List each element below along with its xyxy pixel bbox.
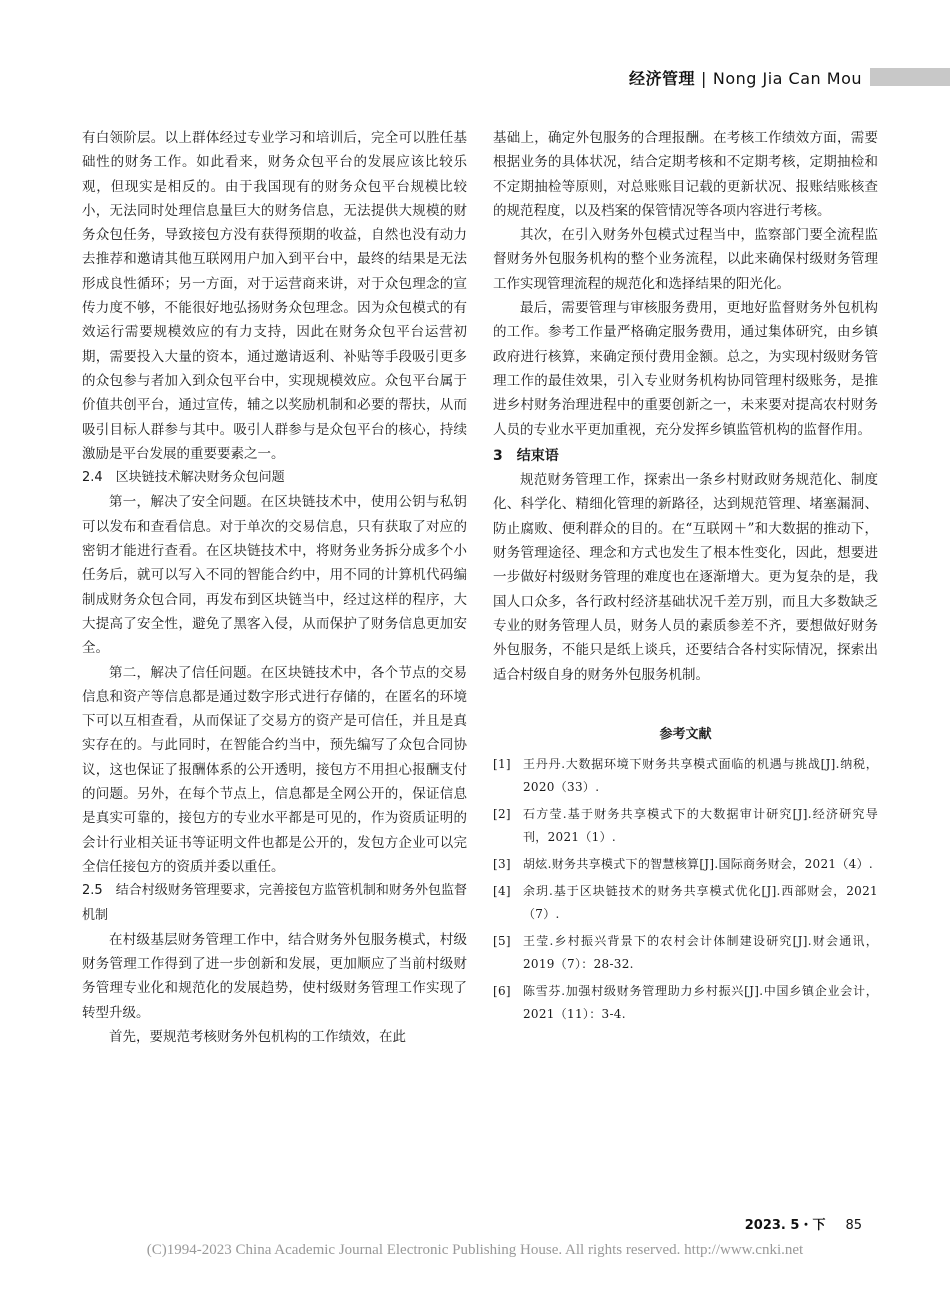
reference-item — [493, 853, 878, 876]
page-footer — [745, 1214, 862, 1233]
reference-text: 陈雪芬.加强村级财务管理助力乡村振兴[J].中国乡镇企业会计，2021（11）：3-4. — [523, 983, 878, 1021]
page-number: 85 — [845, 1218, 862, 1233]
reference-text: 余玥.基于区块链技术的财务共享模式优化[J].西部财会，2021（7）. — [523, 883, 878, 921]
references-list — [493, 753, 878, 1026]
right-column — [493, 126, 878, 1030]
reference-text: 王丹丹.大数据环境下财务共享模式面临的机遇与挑战[J].纳税，2020（33）. — [523, 756, 878, 794]
header-bar — [870, 68, 950, 86]
reference-number: [3] — [493, 856, 511, 871]
paragraph: 其次，在引入财务外包模式过程当中，监察部门要全流程监督财务外包服务机构的整个业务流程，以此来确保村级财务管理工作实现管理流程的规范化和选择结果的阳光化。 — [493, 227, 878, 292]
section-heading-2-4: 2.4 区块链技术解决财务众包问题 — [82, 470, 285, 486]
reference-item — [493, 880, 878, 926]
section-heading-3: 3 结束语 — [493, 447, 559, 464]
copyright-watermark: (C)1994-2023 China Academic Journal Electronic Publishing House. All rights reserved. http://www.cnki.net — [146, 1242, 804, 1258]
paragraph: 有白领阶层。以上群体经过专业学习和培训后，完全可以胜任基础性的财务工作。如此看来，财务众包平台的发展应该比较乐观，但现实是相反的。由于我国现有的财务众包平台规模比较小，无法同时处理信息量巨大的财务信息，无法提供大规模的财务众包任务，导致接包方没有获得预期的收益，自然也没有动力去推荐和邀请其他互联网用户加入到平台中，最终的结果是无法形成良性循环；另一方面，对于运营商来讲，对于众包理念的宣传力度不够，不能很好地弘扬财务众包理念。因为众包模式的有效运行需要规模效应的有力支持，因此在财务众包平台运营初期，需要投入大量的资本，通过邀请返利、补贴等手段吸引更多的众包参与者加入到众包平台中，实现规模效应。众包平台属于价值共创平台，通过宣传，辅之以奖励机制和必要的帮扶，从而吸引目标人群参与其中。吸引人群参与是众包平台的核心，持续激励是平台发展的重要要素之一。 — [82, 130, 467, 462]
journal-section-cn: 经济管理 — [628, 69, 695, 88]
reference-text: 石方莹.基于财务共享模式下的大数据审计研究[J].经济研究导刊，2021（1）. — [523, 806, 878, 844]
paragraph: 在村级基层财务管理工作中，结合财务外包服务模式，村级财务管理工作得到了进一步创新和发展，更加顺应了当前村级财务管理专业化和规范化的发展趋势，使村级财务管理工作实现了转型升级。 — [82, 931, 467, 1021]
reference-item — [493, 753, 878, 799]
reference-item — [493, 980, 878, 1026]
reference-number: [1] — [493, 756, 511, 771]
running-header — [0, 64, 950, 90]
reference-number: [4] — [493, 883, 511, 898]
reference-number: [5] — [493, 933, 511, 948]
section-heading-2-5: 2.5 结合村级财务管理要求，完善接包方监管机制和财务外包监督机制 — [82, 883, 467, 923]
paragraph: 最后，需要管理与审核服务费用，更地好监督财务外包机构的工作。参考工作量严格确定服务费用，通过集体研究，由乡镇政府进行核算，来确定预付费用金额。总之，为实现村级财务管理工作的最佳效果，引入专业财务机构协同管理村级账务，是推进乡村财务治理进程中的重要创新之一，未来要对提高农村财务人员的专业水平更加重视，充分发挥乡镇监管机构的监督作用。 — [493, 300, 878, 438]
paragraph: 第一，解决了安全问题。在区块链技术中，使用公钥与私钥可以发布和查看信息。对于单次的交易信息，只有获取了对应的密钥才能进行查看。在区块链技术中，将财务业务拆分成多个小任务后，就可以写入不同的智能合约中，用不同的计算机代码编制成财务众包合同，再发布到区块链当中，经过这样的程序，大大提高了安全性，避免了黑客入侵，从而保护了财务信息更加安全。 — [82, 494, 467, 657]
left-column — [82, 126, 467, 1049]
references-title: 参考文献 — [659, 726, 712, 742]
issue-date: 2023. 5・下 — [744, 1218, 826, 1233]
journal-title — [629, 66, 862, 89]
reference-text: 胡炫.财务共享模式下的智慧核算[J].国际商务财会，2021（4）. — [523, 856, 873, 871]
journal-name-en: Nong Jia Can Mou — [712, 69, 862, 88]
reference-number: [6] — [493, 983, 511, 998]
paragraph: 规范财务管理工作，探索出一条乡村财政财务规范化、制度化、科学化、精细化管理的新路径，达到规范管理、堵塞漏洞、防止腐败、便利群众的目的。在“互联网＋”和大数据的推动下，财务管理途径、理念和方式也发生了根本性变化，因此，想要进一步做好村级财务管理的难度也在逐渐增大。更为复杂的是，我国人口众多，各行政村经济基础状况千差万别，而且大多数缺乏专业的财务管理人员，财务人员的素质参差不齐，要想做好财务外包服务，不能只是纸上谈兵，还要结合各村实际情况，探索出适合村级自身的财务外包服务机制。 — [493, 472, 878, 683]
paragraph: 基础上，确定外包服务的合理报酬。在考核工作绩效方面，需要根据业务的具体状况，结合定期考核和不定期考核，定期抽检和不定期抽检等原则，对总账账目记载的更新状况、报账结账核查的规范程度，以及档案的保管情况等各项内容进行考核。 — [493, 130, 878, 219]
reference-item — [493, 930, 878, 976]
reference-item — [493, 803, 878, 849]
paragraph: 第二，解决了信任问题。在区块链技术中，各个节点的交易信息和资产等信息都是通过数字形式进行存储的，在匿名的环境下可以互相查看，从而保证了交易方的资产是可信任，并且是真实存在的。与此同时，在智能合约当中，预先编写了众包合同协议，这也保证了报酬体系的公开透明，接包方不用担心报酬支付的问题。另外，在每个节点上，信息都是全网公开的，保证信息是真实可靠的，接包方的专业水平都是可见的，作为资质证明的会计行业相关证书等证明文件也都是公开的，发包方企业可以完全信任接包方的资质并委以重任。 — [82, 664, 467, 875]
paragraph: 首先，要规范考核财务外包机构的工作绩效，在此 — [109, 1028, 406, 1045]
reference-number: [2] — [493, 806, 511, 821]
reference-text: 王莹.乡村振兴背景下的农村会计体制建设研究[J].财会通讯，2019（7）：28-32. — [523, 933, 878, 971]
header-separator: | — [700, 69, 707, 88]
